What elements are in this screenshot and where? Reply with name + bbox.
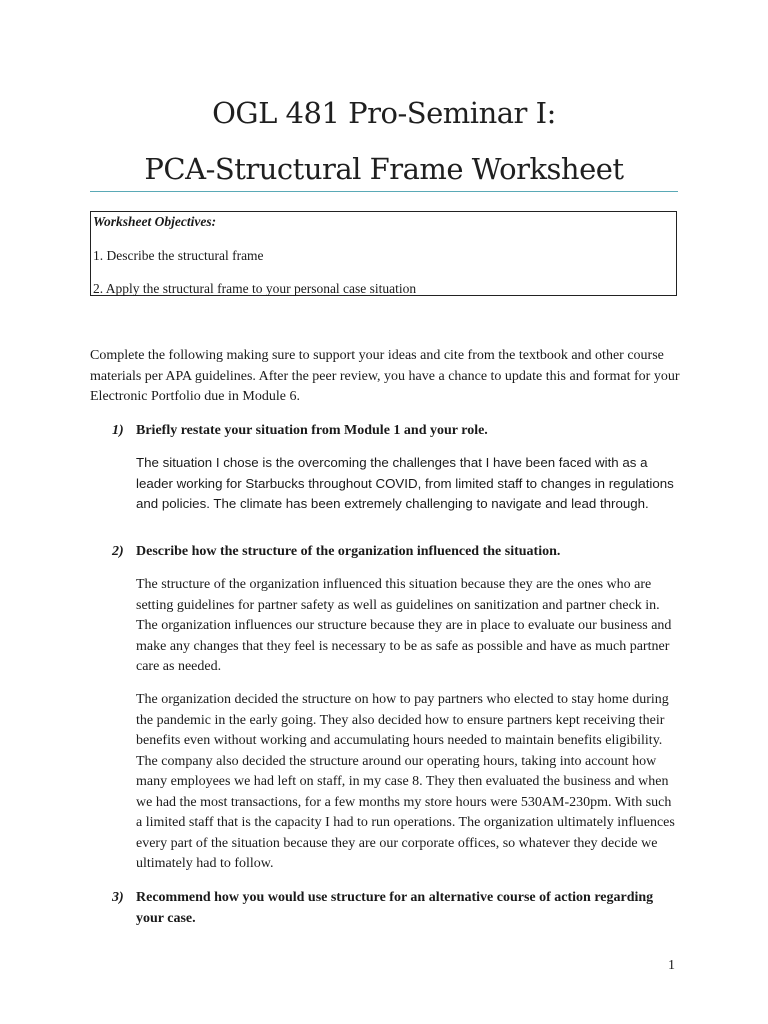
answer-2-paragraph-2: The organization decided the structure on how to pay partners who elected to stay home during the pandemic in the early going. They also decided how to ensure partners kept receiving their benefits even without working and accumulating hours needed to maintain benefits eligibility. The company also decided the structure around our operating hours, taking into account how many employees we had left on staff, in my case 8. They then evaluated the business and when we had the most transactions, for a few months my store hours were 530AM-230pm. With such a limited staff that is the capacity I had to run operations. The organization ultimately influences every part of the situation because they are our corporate offices, so whatever they decide we ultimately had to follow. bbox=[136, 692, 675, 871]
question-text: Describe how the structure of the organization influenced the situation. bbox=[136, 544, 561, 559]
question-number: 2) bbox=[112, 544, 124, 559]
answer-2-paragraph-1: The structure of the organization influenced this situation because they are the ones who are setting guidelines for partner safety as well as guidelines on sanitization and partner check in. The organization influences our structure because they are in place to evaluate our business and make any changes that they feel is necessary to be as safe as possible and have as much partner care as needed. bbox=[136, 577, 672, 674]
document-title-line-1: OGL 481 Pro-Seminar I: bbox=[212, 96, 556, 130]
question-text: Briefly restate your situation from Module 1 and your role. bbox=[136, 423, 488, 438]
question-number: 3) bbox=[112, 890, 124, 905]
instructions-paragraph: Complete the following making sure to support your ideas and cite from the textbook and other course materials per APA guidelines. After the peer review, you have a chance to update this and format for your Electronic Portfolio due in Module 6. bbox=[90, 348, 680, 404]
question-number: 1) bbox=[112, 423, 124, 438]
question-1 bbox=[112, 421, 488, 442]
question-3 bbox=[112, 888, 654, 926]
title-underline-rule bbox=[90, 191, 678, 192]
question-text: Recommend how you would use structure for an alternative course of action regarding your case. bbox=[136, 890, 654, 926]
objectives-heading: Worksheet Objectives: bbox=[93, 214, 217, 229]
page-number: 1 bbox=[668, 958, 675, 973]
answer-1-paragraph: The situation I chose is the overcoming the challenges that I have been faced with as a leader working for Starbucks throughout COVID, from limited staff to changes in regulations and policies. The climate has been extremely challenging to navigate and lead through. bbox=[136, 455, 674, 511]
objective-item: 1. Describe the structural frame bbox=[93, 248, 264, 263]
document-title-line-2: PCA-Structural Frame Worksheet bbox=[144, 152, 624, 186]
question-2 bbox=[112, 542, 561, 563]
objectives-box bbox=[90, 211, 677, 296]
objective-item: 2. Apply the structural frame to your personal case situation bbox=[93, 281, 417, 296]
